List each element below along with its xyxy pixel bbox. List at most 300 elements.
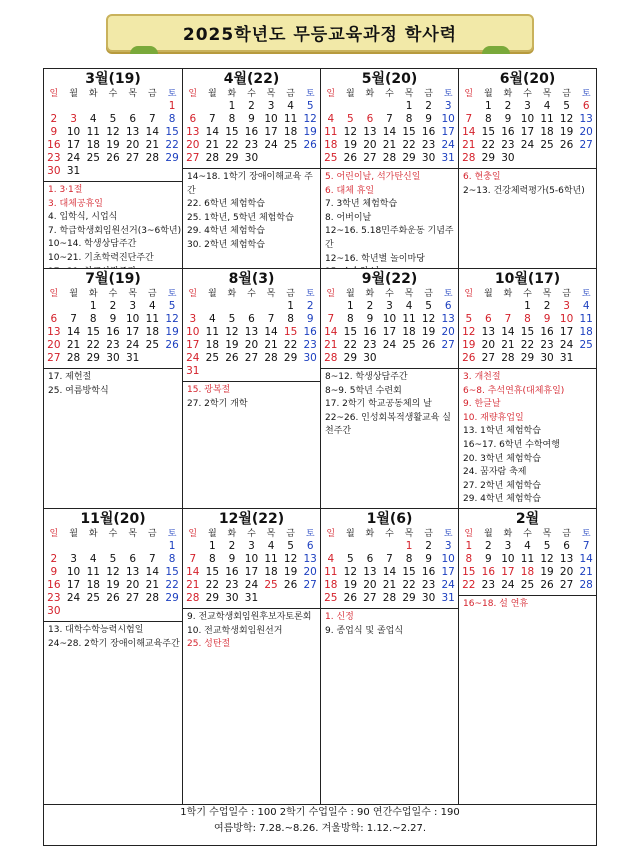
calendar-day: 11	[205, 326, 220, 338]
calendar-day: 14	[205, 126, 220, 138]
weekday-header: 토	[167, 529, 177, 539]
calendar-day: 13	[186, 126, 200, 138]
calendar-day: 15	[402, 126, 416, 138]
calendar-day: 18	[579, 326, 593, 338]
calendar-day: 18	[520, 566, 535, 578]
calendar-day: 28	[264, 352, 278, 364]
calendar-day: 7	[582, 540, 590, 552]
calendar-day: 11	[520, 553, 535, 565]
calendar-day: 12	[343, 566, 358, 578]
calendar-day: 19	[283, 566, 298, 578]
calendar-day	[498, 300, 518, 313]
weekday-header: 수	[247, 529, 256, 539]
calendar-day: 26	[421, 339, 436, 351]
calendar-day: 14	[382, 126, 397, 138]
calendar-day	[64, 300, 84, 313]
calendar-day: 17	[382, 326, 397, 338]
calendar-day: 25	[520, 579, 535, 591]
month-calendar	[44, 89, 182, 178]
calendar-day: 2	[504, 100, 512, 112]
calendar-day: 18	[205, 339, 220, 351]
calendar-day	[123, 165, 143, 178]
weekday-header: 목	[542, 89, 552, 99]
calendar-day: 16	[106, 326, 120, 338]
calendar-day: 28	[501, 352, 515, 364]
calendar-day: 23	[47, 152, 61, 164]
calendar-day: 10	[244, 553, 259, 565]
calendar-day: 24	[501, 579, 515, 591]
calendar-day: 6	[306, 540, 314, 552]
weekday-header: 토	[167, 289, 177, 299]
calendar-day: 21	[382, 579, 397, 591]
calendar-day: 19	[462, 339, 476, 351]
calendar-day: 10	[382, 313, 397, 325]
calendar-day	[222, 365, 242, 378]
calendar-day: 23	[363, 339, 377, 351]
event-item: 8~12. 학생상담주간	[325, 372, 408, 382]
calendar-day: 22	[165, 139, 179, 151]
month-events	[183, 381, 320, 411]
calendar-day: 10	[264, 113, 278, 125]
event-item: 10~21. 기초학력진단주간	[48, 252, 154, 263]
month-title: 10월(17)	[494, 271, 561, 287]
calendar-day: 30	[421, 152, 436, 164]
calendar-day: 23	[303, 339, 317, 351]
event-item: 4. 입학식, 시업식	[48, 212, 118, 223]
calendar-day: 26	[225, 352, 239, 364]
calendar-day: 27	[481, 352, 496, 364]
calendar-day: 20	[481, 339, 496, 351]
weekday-header: 금	[148, 289, 157, 299]
calendar-day: 10	[441, 113, 455, 125]
calendar-day: 7	[209, 113, 216, 125]
calendar-day: 14	[462, 126, 476, 138]
calendar-day: 14	[264, 326, 278, 338]
calendar-day: 7	[70, 313, 77, 325]
calendar-day: 1	[524, 300, 531, 312]
calendar-day: 15	[343, 326, 358, 338]
calendar-day: 4	[582, 300, 590, 312]
month-calendar	[321, 289, 458, 365]
calendar-day: 3	[524, 100, 531, 112]
calendar-day: 18	[264, 566, 278, 578]
weekday-header: 수	[247, 89, 256, 99]
weekday-header: 화	[365, 89, 375, 99]
weekday-header: 토	[305, 289, 315, 299]
calendar-day: 18	[402, 326, 416, 338]
calendar-day: 19	[106, 579, 120, 591]
month-cell	[44, 69, 183, 268]
month-events	[321, 168, 458, 268]
month-events	[183, 608, 320, 652]
event-item: 17. 제헌절	[48, 372, 92, 382]
calendar-day: 23	[106, 339, 120, 351]
calendar-day: 4	[524, 540, 531, 552]
weekday-header: 금	[562, 289, 571, 299]
calendar-day: 28	[205, 152, 220, 164]
calendar-day: 9	[50, 126, 58, 138]
page-title: 2025학년도 무등교육과정 학사력	[182, 25, 458, 45]
calendar-day: 12	[225, 326, 239, 338]
calendar-day: 12	[343, 126, 358, 138]
month-cell	[321, 69, 459, 268]
calendar-day: 23	[501, 139, 515, 151]
calendar-day: 24	[441, 579, 455, 591]
calendar-day	[459, 300, 479, 313]
calendar-day: 8	[89, 313, 97, 325]
month-cell	[183, 269, 321, 508]
event-item: 8. 어버이날	[325, 212, 372, 223]
calendar-day: 24	[520, 139, 535, 151]
weekday-header: 화	[227, 289, 237, 299]
calendar-day	[242, 300, 262, 313]
event-item: 16~18. 설 연휴	[463, 599, 529, 609]
weekday-header: 월	[345, 289, 355, 299]
event-item: 25. 여름방학식	[48, 385, 109, 396]
calendar-day: 4	[287, 100, 294, 112]
calendar-day	[162, 352, 182, 365]
event-item: 15. 광복절	[187, 385, 231, 395]
calendar-day: 20	[441, 326, 455, 338]
weekday-header: 목	[404, 289, 414, 299]
calendar-day: 10	[186, 326, 200, 338]
event-item: 22~26. 인성회복적생활교육 실천주간	[325, 412, 451, 437]
weekday-header: 월	[207, 289, 217, 299]
calendar-day: 10	[125, 313, 140, 325]
event-item: 24~28. 2학기 장애이해교육주간	[48, 638, 180, 649]
calendar-day: 8	[228, 113, 236, 125]
calendar-day: 18	[86, 139, 100, 151]
calendar-day: 29	[481, 152, 496, 164]
calendar-day: 27	[125, 592, 140, 604]
calendar-day: 17	[501, 566, 515, 578]
calendar-day: 31	[441, 592, 455, 604]
calendar-day: 1	[228, 100, 236, 112]
calendar-day: 10	[501, 553, 515, 565]
event-item: 17. 2학기 학교공동체의 날	[325, 399, 432, 410]
calendar-day: 24	[382, 339, 397, 351]
calendar-day: 23	[244, 139, 259, 151]
calendar-day	[103, 165, 123, 178]
calendar-day: 16	[501, 126, 515, 138]
calendar-day	[203, 300, 223, 313]
calendar-day: 11	[86, 566, 100, 578]
calendar-day: 4	[405, 300, 413, 312]
calendar-day: 17	[441, 126, 455, 138]
calendar-day: 13	[481, 326, 496, 338]
calendar-day: 11	[264, 553, 278, 565]
calendar-day: 23	[421, 579, 436, 591]
calendar-day: 21	[186, 579, 200, 591]
weekday-header: 목	[128, 89, 138, 99]
calendar-row	[44, 509, 596, 805]
calendar-day	[261, 592, 281, 605]
calendar-day: 1	[209, 540, 216, 552]
weekday-header: 일	[188, 529, 198, 539]
weekday-header: 토	[581, 529, 591, 539]
weekday-header: 화	[88, 529, 98, 539]
calendar-day: 29	[165, 152, 179, 164]
calendar-day: 18	[324, 579, 338, 591]
weekday-header: 일	[326, 89, 336, 99]
calendar-day: 19	[225, 339, 239, 351]
weekday-header: 일	[464, 529, 474, 539]
calendar-day	[321, 300, 341, 313]
calendar-day: 9	[50, 566, 58, 578]
event-item: 27. 2학기 개학	[187, 398, 248, 409]
event-item: 10~14. 학생상담주간	[48, 239, 137, 250]
weekday-header: 월	[207, 89, 217, 99]
calendar-day: 15	[520, 326, 535, 338]
month-events	[459, 168, 596, 198]
calendar-day: 6	[189, 113, 197, 125]
event-item: 2~13. 건강체력평가(5-6학년)	[463, 185, 585, 196]
calendar-day	[261, 365, 281, 378]
calendar-day: 30	[47, 605, 61, 617]
calendar-day: 25	[205, 352, 220, 364]
calendar-day: 20	[186, 139, 200, 151]
calendar-day: 31	[441, 152, 455, 164]
weekday-header: 토	[581, 289, 591, 299]
calendar-day: 9	[366, 313, 374, 325]
calendar-day: 27	[47, 352, 61, 364]
calendar-day: 14	[382, 566, 397, 578]
calendar-day: 3	[444, 540, 452, 552]
calendar-day: 25	[402, 339, 416, 351]
calendar-day: 14	[324, 326, 338, 338]
calendar-day: 6	[444, 300, 452, 312]
weekday-header: 목	[404, 529, 414, 539]
calendar-day: 17	[264, 126, 278, 138]
weekday-header: 금	[424, 89, 433, 99]
calendar-day: 16	[47, 139, 61, 151]
calendar-day: 28	[145, 592, 160, 604]
weekday-header: 화	[503, 529, 513, 539]
calendar-day	[380, 352, 400, 365]
calendar-day: 11	[579, 313, 593, 325]
calendar-day: 8	[405, 553, 413, 565]
calendar-day: 8	[209, 553, 216, 565]
calendar-day: 30	[363, 352, 377, 364]
event-item: 25. 1학년, 5학년 체험학습	[187, 212, 294, 223]
calendar-day: 11	[324, 566, 338, 578]
calendar-day: 22	[402, 139, 416, 151]
calendar-day: 29	[402, 592, 416, 604]
calendar-day: 7	[267, 313, 275, 325]
calendar-day: 28	[66, 352, 81, 364]
calendar-day: 9	[425, 553, 432, 565]
calendar-day: 8	[485, 113, 492, 125]
calendar-day: 1	[347, 300, 354, 312]
calendar-day: 16	[225, 566, 239, 578]
calendar-day: 29	[520, 352, 535, 364]
weekday-header: 금	[424, 529, 433, 539]
weekday-header: 목	[542, 289, 552, 299]
weekday-header: 목	[128, 529, 138, 539]
calendar-day	[103, 605, 123, 618]
calendar-day: 8	[405, 113, 413, 125]
weekday-header: 수	[523, 529, 532, 539]
calendar-day	[576, 352, 596, 365]
weekday-header: 목	[266, 289, 276, 299]
weekday-header: 목	[128, 289, 138, 299]
calendar-day: 27	[186, 152, 200, 164]
calendar-day	[537, 152, 557, 165]
calendar-day: 1	[465, 540, 473, 552]
calendar-day: 16	[244, 126, 259, 138]
calendar-day: 5	[109, 113, 117, 125]
calendar-day: 4	[327, 113, 335, 125]
calendar-day: 5	[425, 300, 432, 312]
weekday-header: 금	[286, 529, 295, 539]
calendar-day: 3	[563, 300, 570, 312]
event-item: 12~16. 5.18민주화운동 기념주간	[325, 226, 454, 250]
calendar-day: 31	[125, 352, 140, 364]
calendar-day: 30	[421, 592, 436, 604]
calendar-day: 21	[462, 139, 476, 151]
calendar-day: 15	[402, 566, 416, 578]
calendar-day: 16	[481, 566, 496, 578]
calendar-day: 26	[540, 579, 554, 591]
weekday-header: 토	[443, 289, 453, 299]
month-calendar	[459, 289, 596, 365]
month-title: 11월(20)	[80, 511, 146, 527]
weekday-header: 일	[49, 89, 59, 99]
event-item: 22. 6학년 체험학습	[187, 199, 265, 210]
calendar-day: 26	[462, 352, 476, 364]
calendar-day: 16	[303, 326, 317, 338]
calendar-day: 17	[520, 126, 535, 138]
calendar-day: 6	[582, 100, 590, 112]
calendar-day	[123, 605, 143, 618]
calendar-day: 7	[149, 553, 156, 565]
calendar-day: 21	[66, 339, 81, 351]
weekday-header: 일	[49, 289, 59, 299]
calendar-day: 10	[66, 126, 81, 138]
calendar-day: 26	[106, 152, 120, 164]
calendar-day: 15	[462, 566, 476, 578]
calendar-day: 6	[366, 113, 374, 125]
weekday-header: 금	[562, 89, 571, 99]
calendar-day: 28	[382, 152, 397, 164]
calendar-day: 7	[504, 313, 512, 325]
calendar-day: 2	[306, 300, 314, 312]
calendar-day	[281, 592, 301, 605]
calendar-day: 22	[225, 139, 239, 151]
calendar-day: 25	[324, 152, 338, 164]
calendar-day: 5	[543, 540, 551, 552]
calendar-day: 3	[504, 540, 512, 552]
event-item: 13. 대학수학능력시험일	[48, 625, 144, 635]
month-calendar	[321, 529, 458, 605]
calendar-day	[341, 100, 361, 113]
calendar-day: 22	[343, 339, 358, 351]
event-item: 13. 1학년 체험학습	[463, 426, 541, 437]
event-item: 29. 4학년 체험학습	[463, 494, 541, 505]
calendar-day: 22	[462, 579, 476, 591]
calendar-day: 8	[465, 553, 473, 565]
calendar-day: 16	[363, 326, 377, 338]
calendar-day: 30	[106, 352, 120, 364]
vacation-summary: 여름방학: 7.28.~8.26. 겨울방학: 1.12.~2.27.	[213, 823, 427, 834]
month-title: 5월(20)	[361, 71, 418, 87]
event-item: 6~8. 추석연휴(대체휴일)	[463, 385, 565, 396]
calendar-day: 29	[402, 152, 416, 164]
weekday-header: 수	[247, 289, 256, 299]
calendar-day: 7	[465, 113, 473, 125]
calendar-day: 18	[145, 326, 160, 338]
calendar-day: 15	[86, 326, 100, 338]
weekday-header: 금	[148, 529, 157, 539]
calendar-day: 27	[363, 152, 377, 164]
calendar-day: 12	[106, 566, 120, 578]
calendar-day: 11	[283, 113, 298, 125]
event-item: 24. 꿈자람 축제	[463, 467, 527, 478]
calendar-day: 15	[165, 566, 179, 578]
weekday-header: 일	[326, 289, 336, 299]
month-title: 12월(22)	[218, 511, 285, 527]
calendar-day: 31	[559, 352, 574, 364]
calendar-day: 6	[50, 313, 58, 325]
month-title: 8월(3)	[228, 271, 275, 287]
calendar-day: 3	[267, 100, 275, 112]
month-cell	[321, 269, 459, 508]
calendar-day: 14	[579, 553, 593, 565]
calendar-day: 20	[303, 566, 317, 578]
calendar-day: 16	[421, 566, 436, 578]
calendar-day: 6	[248, 313, 255, 325]
calendar-day: 14	[66, 326, 81, 338]
calendar-day: 2	[248, 100, 255, 112]
calendar-day: 29	[283, 352, 298, 364]
calendar-day	[203, 365, 223, 378]
calendar-day: 21	[145, 579, 160, 591]
calendar-day	[83, 100, 103, 113]
calendar-day: 27	[303, 579, 317, 591]
calendar-day: 13	[441, 313, 455, 325]
calendar-day	[143, 540, 163, 553]
calendar-day: 9	[228, 553, 236, 565]
calendar-day	[143, 352, 163, 365]
calendar-day: 25	[324, 592, 338, 604]
weekday-header: 일	[188, 89, 198, 99]
calendar-day: 21	[205, 139, 220, 151]
calendar-day: 5	[563, 100, 570, 112]
calendar-day	[143, 165, 163, 178]
event-item: 5. 어린이날, 석가탄신일	[325, 172, 421, 182]
month-events	[459, 368, 596, 507]
calendar-day: 12	[106, 126, 120, 138]
calendar-day: 19	[343, 139, 358, 151]
event-item: 10. 재량휴업일	[463, 412, 524, 423]
calendar-day: 5	[347, 553, 354, 565]
event-item: 20. 3학년 체험학습	[463, 453, 541, 464]
weekday-header: 토	[305, 89, 315, 99]
weekday-header: 목	[404, 89, 414, 99]
calendar-day	[83, 165, 103, 178]
calendar-day: 5	[287, 540, 294, 552]
calendar-day: 5	[465, 313, 473, 325]
calendar-day: 28	[382, 592, 397, 604]
calendar-day: 1	[405, 100, 413, 112]
event-item: 25. 성탄절	[187, 639, 231, 650]
weekday-header: 화	[503, 89, 513, 99]
calendar-day: 31	[66, 165, 81, 177]
calendar-day: 25	[264, 579, 278, 591]
calendar-day: 4	[209, 313, 216, 325]
calendar-grid	[43, 68, 597, 846]
calendar-day	[183, 300, 203, 313]
